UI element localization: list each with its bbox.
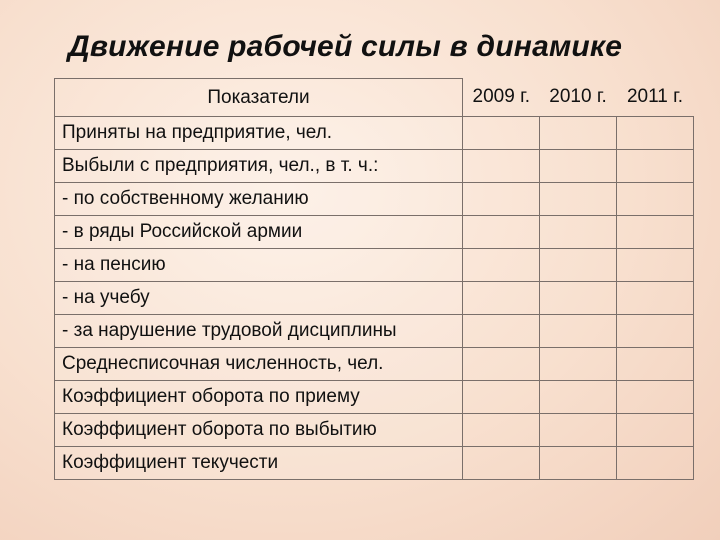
- value-cell: [463, 381, 540, 414]
- value-cell: [463, 183, 540, 216]
- row-label: - на учебу: [55, 282, 463, 315]
- value-cell: [540, 282, 617, 315]
- row-label: Коэффициент текучести: [55, 447, 463, 480]
- table-row: [55, 315, 694, 348]
- value-cell: [617, 249, 694, 282]
- workforce-table: [54, 78, 694, 480]
- value-cell: [540, 216, 617, 249]
- value-cell: [540, 315, 617, 348]
- value-cell: [463, 216, 540, 249]
- row-label: Коэффициент оборота по выбытию: [55, 414, 463, 447]
- value-cell: [463, 414, 540, 447]
- value-cell: [540, 381, 617, 414]
- value-cell: [540, 414, 617, 447]
- row-label: Коэффициент оборота по приему: [55, 381, 463, 414]
- value-cell: [540, 249, 617, 282]
- table-row: [55, 216, 694, 249]
- value-cell: [540, 447, 617, 480]
- table-header-row: [55, 79, 694, 117]
- header-indicators: Показатели: [55, 79, 463, 117]
- value-cell: [540, 348, 617, 381]
- table-row: [55, 348, 694, 381]
- row-label: Приняты на предприятие, чел.: [55, 117, 463, 150]
- value-cell: [617, 216, 694, 249]
- value-cell: [463, 117, 540, 150]
- row-label: - по собственному желанию: [55, 183, 463, 216]
- value-cell: [463, 315, 540, 348]
- table-row: [55, 381, 694, 414]
- value-cell: [617, 117, 694, 150]
- header-year-2010: 2010 г.: [549, 86, 607, 108]
- header-year-2009: 2009 г.: [472, 86, 530, 108]
- value-cell: [617, 282, 694, 315]
- slide-title: Движение рабочей силы в динамике: [68, 30, 623, 63]
- row-label: - за нарушение трудовой дисциплины: [55, 315, 463, 348]
- value-cell: [540, 150, 617, 183]
- value-cell: [463, 249, 540, 282]
- value-cell: [617, 183, 694, 216]
- value-cell: [463, 150, 540, 183]
- row-label: - на пенсию: [55, 249, 463, 282]
- table-row: [55, 282, 694, 315]
- table-row: [55, 447, 694, 480]
- table-row: [55, 249, 694, 282]
- value-cell: [463, 282, 540, 315]
- table-row: [55, 150, 694, 183]
- table-row: [55, 414, 694, 447]
- value-cell: [617, 414, 694, 447]
- row-label: Выбыли с предприятия, чел., в т. ч.:: [55, 150, 463, 183]
- value-cell: [540, 183, 617, 216]
- row-label: Среднесписочная численность, чел.: [55, 348, 463, 381]
- row-label: - в ряды Российской армии: [55, 216, 463, 249]
- value-cell: [617, 447, 694, 480]
- value-cell: [617, 150, 694, 183]
- value-cell: [617, 381, 694, 414]
- value-cell: [617, 315, 694, 348]
- table-row: [55, 183, 694, 216]
- value-cell: [463, 348, 540, 381]
- value-cell: [617, 348, 694, 381]
- value-cell: [540, 117, 617, 150]
- table-row: [55, 117, 694, 150]
- value-cell: [463, 447, 540, 480]
- header-year-2011: 2011 г.: [626, 86, 684, 108]
